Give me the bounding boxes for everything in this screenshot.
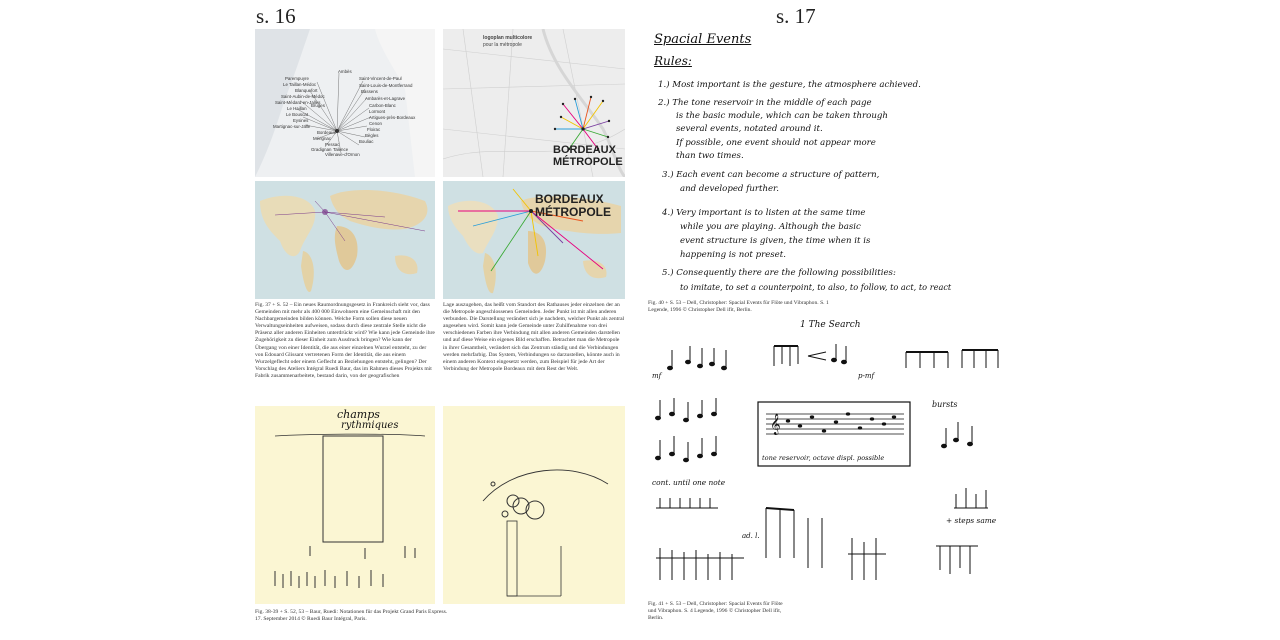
map-label: Floirac [367,127,381,132]
caption-score1: Fig. 40 + S. 53 – Dell, Christopher: Spacial Events für Flöte und Vibraphon. S. 1 Legende, 1996 © Christopher Dell ifit, Berlin. [648,300,829,314]
caption-score2: Fig. 41 + S. 53 – Dell, Christopher: Spacial Events für Flöte und Vibraphon. S. 4 Legende, 1996 © Christopher Dell ifit, Berlin. [648,601,783,622]
score-heading: 1 The Search [800,320,861,330]
sketch-text-line2: rythmiques [341,420,399,431]
map-label: Talence [333,147,349,152]
annotation-bursts: bursts [932,400,958,409]
map-label: Saint-Aubin-de-Médoc [281,94,325,99]
rule-line: 2.) The tone reservoir in the middle of each page [658,98,872,108]
caption-left-col2: Lage auszugehen, das heißt vom Standort des Rathauses jeder einzelnen der an die Metropole angeschlossenen Gemeinden. Jeder Punkt ist mit allen anderen verbunden. Die Darstellung verändert sich je nachdem, welcher Punkt als zentral angesehen wird. Somit kann jede Gemeinde unter Zuhilfenahme von drei verschiedenen Farben ihre Verbindung mit allen anderen Gemeinden darstellen und auf diese Weise ein eigenes Bild erschaffen. Betrachtet man die Metropole in ihrer Gesamtheit, verändert sich das Zentrum ständig und die Verbindungen werden mehrfarbig. Das System, Verbindungen so darzustellen, könnte auch in einem anderen Kontext eingesetzt werden, zum Beispiel für jede Art der Verbindung der Metropole Bordeaux mit dem Rest der Welt. [443,302,625,372]
map-label: Lormont [369,109,386,114]
rule-line: while you are playing. Although the basic [680,222,861,232]
annotation-pmf: p-mf [858,372,875,380]
map-label: Saint-Vincent-de-Paul [359,76,402,81]
page-number-left: s. 16 [256,4,296,28]
rule-line: 1.) Most important is the gesture, the atmosphere achieved. [658,80,921,90]
sketch-text-line1: champs [337,408,380,421]
map-label: Eysines [293,118,309,123]
logo-line2: MÉTROPOLE [553,156,623,168]
caption-left-col1: Fig. 37 + S. 52 – Ein neues Raumordnungsgesetz in Frankreich sieht vor, dass Gemeinden mit mehr als 400 000 Einwohnern eine Gemeinschaft mit den Nachbargemeinden bilden können. Welche Form sollen diese neuen Verwaltungseinheiten aufweisen, sodass durch diese zentrale Stelle nicht die Präsenz aller anderen Einheiten unterdrückt wird? Wie kann jede Gemeinde ihre Zugehörigkeit zu dieser Einheit zum Ausdruck bringen? Wie kann der Übergang von einer Identität, die aus einer einzelnen Wurzel entsteht, zu der von Edouard Glissant vertretenen Form der Identität, die aus einem Wurzelgeflecht oder einem Geflecht an Beziehungen entsteht, gelingen? Der Vorschlag des Ateliers Intégral Ruedi Baur, das im Rahmen dieses Projekts mit Fabrik zusammenarbeitete, bestand darin, von der geografischen [255,302,435,379]
rule-line: 4.) Very important is to listen at the same time [662,208,866,218]
logo-line1: BORDEAUX [535,192,604,206]
map-label: Blanquefort [295,88,318,93]
caption-sketch: Fig. 38-39 + S. 52, 53 – Baur, Ruedi: Notationen für das Projekt Grand Paris Express. 17. September 2014 © Ruedi Baur Intégral, Paris. [255,609,448,623]
map-label: Mérignac [313,136,332,141]
rule-line: several events, notated around it. [676,124,823,134]
map-label: Artigues-près-Bordeaux [369,115,416,120]
annotation-mf: mf [652,372,662,380]
map-label: Carbon-Blanc [369,103,396,108]
sketch-drawing-circles [443,406,625,604]
figure-subtitle: pour la métropole [483,42,522,48]
rule-line: happening is not preset. [680,250,786,260]
annotation-ad: ad. l. [742,532,760,540]
figure-sketch-circles [443,406,625,604]
map-label: Martignac-sur-Jalle [273,124,311,129]
map-label: Saint-Louis-de-Montferrand [359,83,413,88]
map-label: Parempuyre [285,76,309,81]
svg-text:𝄞: 𝄞 [770,414,781,435]
rule-line: 5.) Consequently there are the following possibilities: [662,268,896,278]
map-label: Villenave-d'Ornon [325,152,360,157]
map-label: Gradignan [311,147,332,152]
figure-score-rules [648,28,988,296]
rules-heading: Rules: [654,54,692,68]
figure-map-labels [255,29,435,177]
figure-title: logoplan multicolore [483,35,533,41]
figure-score-notation [648,318,1008,598]
rule-line: to imitate, to set a counterpoint, to also, to follow, to act, to react [680,282,952,292]
annotation-reservoir: tone reservoir, octave displ. possible [762,454,885,462]
map-label: Bègles [365,133,379,138]
rule-line: than two times. [676,151,744,161]
map-label: Ambarès-et-Lagrave [365,96,406,101]
map-label: Cenon [369,121,382,126]
sketch-drawing [255,406,435,604]
figure-sketch-champs [255,406,435,604]
logo-line1: BORDEAUX [553,144,616,156]
map-label: Bouliac [359,139,374,144]
rule-line: and developed further. [680,184,779,194]
score-title: Spacial Events [654,32,752,47]
page-number-right: s. 17 [776,4,816,28]
figure-logoplan [443,29,625,177]
map-label: Bassens [361,89,378,94]
map-label: Le Taillan-Médoc [283,82,317,87]
rule-line: 3.) Each event can become a structure of pattern, [662,170,880,180]
map-label: Le Bouscat [286,112,308,117]
logo-line2: MÉTROPOLE [535,205,612,219]
annotation-cont: cont. until one note [652,478,726,487]
figure-world-map-2 [443,181,625,299]
rule-line: If possible, one event should not appear more [676,138,876,148]
figure-world-map-1 [255,181,435,299]
map-label: Saint-Médard-en-Jalles [275,100,321,105]
map-label: Bordeaux [317,130,336,135]
map-label: Le Haillan [287,106,307,111]
map-label: Bruges [311,103,325,108]
map-label: Pessac [325,142,340,147]
world-map-illustration [255,181,435,299]
map-label: Ambès [338,69,352,74]
annotation-steps: + steps same [946,516,997,525]
rule-line: is the basic module, which can be taken through [676,111,888,121]
rule-line: event structure is given, the time when it is [680,236,871,246]
